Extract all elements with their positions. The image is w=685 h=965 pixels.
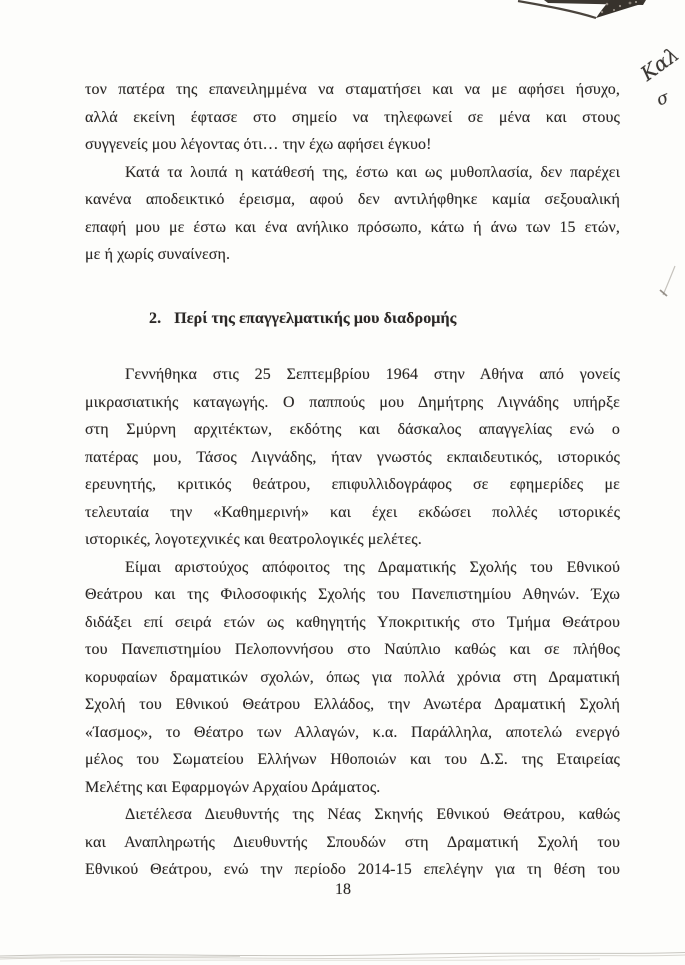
text-line: κανένα αποδεικτικό έρεισμα, αφού δεν αντιλήφθηκε καμία σεξουαλική <box>85 191 620 208</box>
text-line: Θεάτρου και της Φιλοσοφικής Σχολής του Πανεπιστημίου Αθηνών. Έχω <box>85 586 620 603</box>
text-line: πατέρας μου, Τάσος Λιγνάδης, ήταν γνωστός εκπαιδευτικός, ιστορικός <box>85 448 620 466</box>
text-line: ερευνητής, κριτικός θεάτρου, επιφυλλιδογράφος σε εφημερίδες με <box>85 476 620 493</box>
text-line: συγγενείς μου λέγοντας ότι… την έχω αφήσει έγκυο! <box>85 136 432 153</box>
handwritten-annotation-letter: σ <box>653 87 672 111</box>
text-line: κορυφαίων δραματικών σχολών, όπως για πολλά χρόνια στη Δραματική <box>85 668 620 686</box>
scan-artifact-right-stroke <box>656 261 684 303</box>
scan-artifact-bottom-lines <box>0 942 685 964</box>
text-line: «Ίασμος», το Θέατρο των Αλλαγών, κ.α. Παράλληλα, αποτελώ ενεργό <box>85 723 620 741</box>
handwritten-annotation-word: Καλ <box>635 42 684 86</box>
text-line: και Αναπληρωτής Διευθυντής Σπουδών στη Δραματική Σχολή του <box>85 833 620 851</box>
section-heading-number: 2. <box>149 309 162 327</box>
text-line: Σχολή του Εθνικού Θεάτρου Ελλάδος, την Ανωτέρα Δραματική Σχολή <box>85 696 620 713</box>
section-heading <box>85 305 620 333</box>
text-line: Εθνικού Θεάτρου, ενώ την περίοδο 2014-15 επελέγην για τη θέση του <box>85 861 620 878</box>
text-line: με ή χωρίς συναίνεση. <box>85 246 231 263</box>
text-line: στη Σμύρνη αρχιτέκτων, εκδότης και δάσκαλος απαγγελίας ενώ ο <box>85 421 620 438</box>
text-line: Γεννήθηκα στις 25 Σεπτεμβρίου 1964 στην Αθήνα από γονείς <box>125 366 620 383</box>
page-number: 18 <box>335 881 351 898</box>
text-line: μικρασιατικής καταγωγής. Ο παππούς μου Δημήτρης Λιγνάδης υπήρξε <box>85 393 620 411</box>
scan-artifact-top-smudge <box>512 0 652 24</box>
paragraph-group-1 <box>85 76 620 269</box>
text-line: τον πατέρα της επανειλημμένα να σταματήσει και να με αφήσει ήσυχο, <box>85 81 620 98</box>
text-line: ιστορικές, λογοτεχνικές και θεατρολογικές μελέτες. <box>85 531 422 548</box>
text-line: Κατά τα λοιπά η κατάθεσή της, έστω και ως μυθοπλασία, δεν παρέχει <box>125 163 620 181</box>
text-line: διδάξει επί σειρά ετών ως καθηγητής Υποκριτικής στο Τμήμα Θεάτρου <box>85 613 620 631</box>
document-text-block <box>85 76 620 884</box>
section-heading-title: Περί της επαγγελματικής μου διαδρομής <box>174 309 457 327</box>
text-line: μέλος του Σωματείου Ελλήνων Ηθοποιών και του Δ.Σ. της Εταιρείας <box>85 751 620 768</box>
text-line: επαφή μου με έστω και ένα ανήλικο πρόσωπο, κάτω ή άνω των 15 ετών, <box>85 218 620 236</box>
text-line: τελευταία την «Καθημερινή» και έχει εκδώσει πολλές ιστορικές <box>85 503 620 521</box>
text-line: Είμαι αριστούχος απόφοιτος της Δραματικής Σχολής του Εθνικού <box>125 558 620 576</box>
text-line: του Πανεπιστημίου Πελοποννήσου στο Ναύπλιο καθώς και σε πλήθος <box>85 641 620 658</box>
text-line: αλλά εκείνη έφτασε στο σημείο να τηλεφωνεί σε μένα και στους <box>85 108 620 126</box>
text-line: Μελέτης και Εφαρμογών Αρχαίου Δράματος. <box>85 778 381 796</box>
paragraph-group-2 <box>85 361 620 884</box>
text-line: Διετέλεσα Διευθυντής της Νέας Σκηνής Εθνικού Θεάτρου, καθώς <box>125 806 620 823</box>
